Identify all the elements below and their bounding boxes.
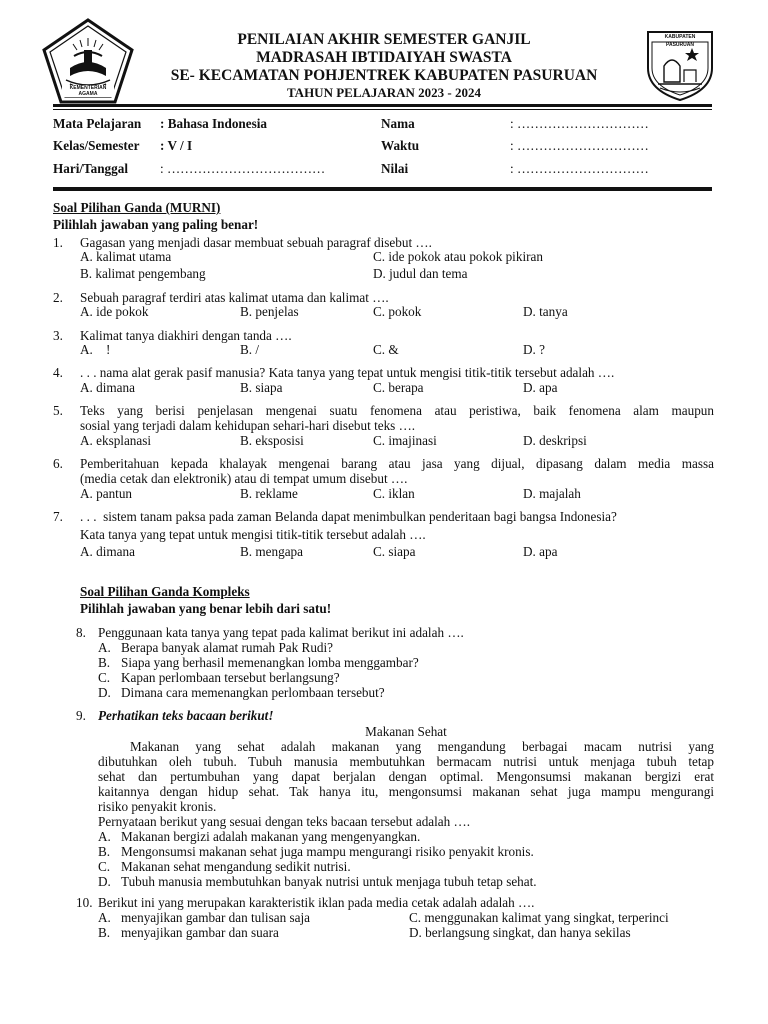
q10-option-d: D. berlangsung singkat, dan hanya sekilas: [409, 925, 631, 940]
q10-text: Berikut ini yang merupakan karakteristik iklan pada media cetak adalah adalah ….: [98, 895, 535, 910]
q6-text-line2: (media cetak dan elektronik) atau di tempat umum disebut ….: [80, 471, 408, 486]
q8-option-b: Siapa yang berhasil memenangkan lomba menggambar?: [121, 655, 419, 670]
section2-title: Soal Pilihan Ganda Kompleks: [80, 584, 250, 599]
q1-number: 1.: [53, 235, 63, 250]
q6-number: 6.: [53, 456, 63, 471]
q8-option-d-letter: D.: [98, 685, 111, 700]
kelas-value-text: : V / I: [160, 138, 193, 153]
header-rule-thick: [53, 104, 712, 107]
header-line-1: PENILAIAN AKHIR SEMESTER GANJIL: [237, 31, 531, 48]
q7-option-a: A. dimana: [80, 544, 135, 559]
q5-text-line2: sosial yang terjadi dalam kehidupan sehari-hari disebut teks ….: [80, 418, 416, 433]
q10-option-a: menyajikan gambar dan tulisan saja: [121, 910, 310, 925]
q4-option-b: B. siapa: [240, 380, 283, 395]
hari-label: Hari/Tanggal: [53, 161, 128, 176]
q4-text: . . . nama alat gerak pasif manusia? Kata tanya yang tepat untuk mengisi titik-titik tersebut adalah ….: [80, 365, 615, 380]
mapel-label: Mata Pelajaran: [53, 116, 142, 131]
q8-option-c-letter: C.: [98, 670, 111, 685]
q9-option-a-letter: A.: [98, 829, 111, 844]
q5-option-c: C. imajinasi: [373, 433, 437, 448]
q9-option-d-letter: D.: [98, 874, 111, 889]
q2-option-c: C. pokok: [373, 304, 422, 319]
q6-option-c: C. iklan: [373, 486, 415, 501]
q5-option-b: B. eksposisi: [240, 433, 304, 448]
waktu-label: Waktu: [381, 138, 420, 153]
q3-option-a: A. !: [80, 342, 111, 357]
q9-number: 9.: [76, 708, 86, 723]
q4-option-a: A. dimana: [80, 380, 135, 395]
q9-passage-line3: sehat dan pertumbuhan yang dapat berjalan dengan optimal. Mengonsumsi makanan bergizi erat: [98, 769, 714, 784]
q10-option-b: menyajikan gambar dan suara: [121, 925, 279, 940]
q9-question: Pernyataan berikut yang sesuai dengan teks bacaan tersebut adalah ….: [98, 814, 471, 829]
q5-text-line1: Teks yang berisi penjelasan mengenai suatu fenomena atau peristiwa, baik fenomena alam maupun: [80, 403, 714, 418]
q8-option-a: Berapa banyak alamat rumah Pak Rudi?: [121, 640, 334, 655]
q4-number: 4.: [53, 365, 63, 380]
q2-text: Sebuah paragraf terdiri atas kalimat utama dan kalimat ….: [80, 290, 389, 305]
q10-option-a-letter: A.: [98, 910, 111, 925]
left-logo-caption: KEMENTERIAN AGAMA: [62, 85, 114, 97]
q1-text: Gagasan yang menjadi dasar membuat sebuah paragraf disebut ….: [80, 235, 432, 250]
nama-value: : …………………………: [510, 116, 649, 131]
nilai-label: Nilai: [381, 161, 409, 176]
mapel-value: : Bahasa Indonesia: [160, 116, 268, 131]
q7-option-b: B. mengapa: [240, 544, 303, 559]
section2-instruction: Pilihlah jawaban yang benar lebih dari satu!: [80, 601, 332, 616]
right-logo-caption: KABUPATEN PASURUAN: [664, 34, 696, 48]
kelas-value: [160, 138, 192, 153]
waktu-value: : …………………………: [510, 138, 649, 153]
q1-option-d: D. judul dan tema: [373, 266, 468, 281]
q10-number: 10.: [76, 895, 93, 910]
q6-option-d: D. majalah: [523, 486, 581, 501]
q2-option-d: D. tanya: [523, 304, 568, 319]
q8-option-a-letter: A.: [98, 640, 111, 655]
q3-number: 3.: [53, 328, 63, 343]
q7-number: 7.: [53, 509, 63, 524]
section1-title: Soal Pilihan Ganda (MURNI): [53, 200, 221, 215]
q1-option-c: C. ide pokok atau pokok pikiran: [373, 249, 543, 264]
q9-option-c-letter: C.: [98, 859, 111, 874]
header-line-2: MADRASAH IBTIDAIYAH SWASTA: [256, 49, 512, 66]
q5-option-a: A. eksplanasi: [80, 433, 152, 448]
nama-label: Nama: [381, 116, 415, 131]
hari-value: : ………………………………: [160, 161, 326, 176]
q5-option-d: D. deskripsi: [523, 433, 587, 448]
q9-option-d: Tubuh manusia membutuhkan banyak nutrisi untuk menjaga tubuh tetap sehat.: [121, 874, 537, 889]
q8-text: Penggunaan kata tanya yang tepat pada kalimat berikut ini adalah ….: [98, 625, 464, 640]
q6-option-b: B. reklame: [240, 486, 298, 501]
q2-option-b: B. penjelas: [240, 304, 299, 319]
q5-number: 5.: [53, 403, 63, 418]
q8-option-b-letter: B.: [98, 655, 111, 670]
q9-passage-line2: dibutuhkan oleh tubuh. Tubuh manusia membutuhkan bermacam nutrisi untuk menjaga tubuh tetap: [98, 754, 714, 769]
q7-option-d: D. apa: [523, 544, 558, 559]
info-rule: [53, 187, 712, 191]
header-line-3: SE- KECAMATAN POHJENTREK KABUPATEN PASURUAN: [170, 67, 598, 84]
q6-text-line1: Pemberitahuan kepada khalayak mengenai barang atau jasa yang dijual, dipasang dalam media massa: [80, 456, 714, 471]
q9-instruction: Perhatikan teks bacaan berikut!: [98, 708, 274, 723]
q3-option-d: D. ?: [523, 342, 545, 357]
q10-option-b-letter: B.: [98, 925, 111, 940]
header-line-4: TAHUN PELAJARAN 2023 - 2024: [286, 85, 482, 100]
q3-option-c: C. &: [373, 342, 399, 357]
q8-option-d: Dimana cara memenangkan perlombaan tersebut?: [121, 685, 385, 700]
q2-number: 2.: [53, 290, 63, 305]
header-rule-thin: [53, 109, 712, 110]
nilai-value: : …………………………: [510, 161, 649, 176]
q7-text-line1: . . . sistem tanam paksa pada zaman Belanda dapat menimbulkan penderitaan bagi bangsa Indonesia?: [80, 509, 617, 524]
section1-instruction: Pilihlah jawaban yang paling benar!: [53, 217, 259, 232]
q10-option-c: C. menggunakan kalimat yang singkat, terperinci: [409, 910, 669, 925]
q7-option-c: C. siapa: [373, 544, 416, 559]
q3-text: Kalimat tanya diakhiri dengan tanda ….: [80, 328, 292, 343]
q9-option-c: Makanan sehat mengandung sedikit nutrisi.: [121, 859, 351, 874]
q9-passage-line4: kaitannya dengan hidup sehat. Tak hanya itu, mengonsumsi makanan sehat juga mampu mengurangi: [98, 784, 714, 799]
q9-passage-title: Makanan Sehat: [365, 724, 447, 739]
q8-number: 8.: [76, 625, 86, 640]
q1-option-b: B. kalimat pengembang: [80, 266, 206, 281]
q4-option-d: D. apa: [523, 380, 558, 395]
q2-option-a: A. ide pokok: [80, 304, 149, 319]
kelas-label: Kelas/Semester: [53, 138, 140, 153]
q9-option-b-letter: B.: [98, 844, 111, 859]
q3-option-b: B. /: [240, 342, 260, 357]
q9-passage-line1: Makanan yang sehat adalah makanan yang mengandung berbagai macam nutrisi yang: [130, 739, 714, 754]
q8-option-c: Kapan perlombaan tersebut berlangsung?: [121, 670, 340, 685]
q7-text-line2: Kata tanya yang tepat untuk mengisi titik-titik tersebut adalah ….: [80, 527, 426, 542]
q1-option-a: A. kalimat utama: [80, 249, 172, 264]
q4-option-c: C. berapa: [373, 380, 424, 395]
q6-option-a: A. pantun: [80, 486, 133, 501]
q9-option-b: Mengonsumsi makanan sehat juga mampu mengurangi risiko penyakit kronis.: [121, 844, 534, 859]
q9-passage-line5: risiko penyakit kronis.: [98, 799, 217, 814]
q9-option-a: Makanan bergizi adalah makanan yang mengenyangkan.: [121, 829, 421, 844]
